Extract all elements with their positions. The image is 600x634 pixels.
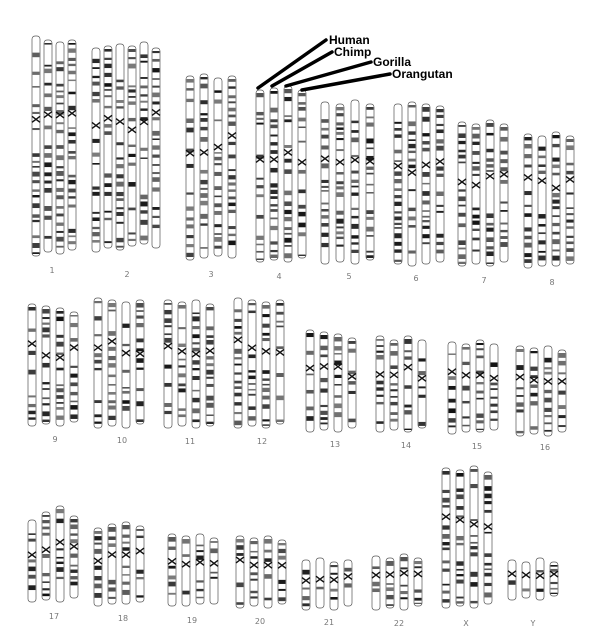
chromosome-label-18: 18 <box>117 614 129 623</box>
chromosome-9-chimp <box>42 306 50 424</box>
chromosome-9-gorilla <box>56 308 64 426</box>
chromosome-9-human <box>28 304 36 426</box>
chromosome-16-human <box>516 346 524 436</box>
chromosome-4-gorilla <box>284 86 292 262</box>
chromosome-22-gorilla <box>400 554 408 610</box>
chromosome-20-orangutan <box>278 540 286 604</box>
chromosome-5-chimp <box>336 104 344 262</box>
chromosome-6-human <box>394 104 402 264</box>
chromosome-21-human <box>302 560 310 610</box>
chromosome-10-orangutan <box>136 300 144 424</box>
chromosome-3-chimp <box>200 74 208 258</box>
chromosome-15-gorilla <box>476 340 484 432</box>
chromosome-13-orangutan <box>348 338 356 428</box>
chromosome-x-human <box>442 468 450 608</box>
chromosome-14-human <box>376 336 384 432</box>
chromosome-2-gorilla <box>116 44 124 250</box>
chromosome-label-17: 17 <box>48 612 60 621</box>
chromosome-8-gorilla <box>552 132 560 266</box>
chromosome-label-3: 3 <box>208 270 214 279</box>
chromosome-label-12: 12 <box>256 437 268 446</box>
chromosome-y-gorilla <box>536 558 544 600</box>
chromosome-label-1: 1 <box>49 266 55 275</box>
chromosome-2-human <box>92 48 100 252</box>
chromosome-label-19: 19 <box>186 616 198 625</box>
chromosome-1-orangutan <box>68 40 76 250</box>
chromosome-10-gorilla <box>122 302 130 428</box>
chromosome-12-chimp <box>248 300 256 426</box>
chromosome-label-14: 14 <box>400 441 412 450</box>
chromosome-12-gorilla <box>262 302 270 428</box>
chromosome-20-gorilla <box>264 536 272 608</box>
chromosome-17-orangutan <box>70 516 78 598</box>
chromosome-label-y: Y <box>530 619 536 628</box>
chromosome-19-chimp <box>182 536 190 606</box>
chromosome-label-21: 21 <box>323 618 335 627</box>
chromosome-4-chimp <box>270 88 278 260</box>
chromosome-22-orangutan <box>414 558 422 606</box>
chromosome-label-16: 16 <box>539 443 551 452</box>
chromosome-16-gorilla <box>544 346 552 436</box>
chromosome-3-orangutan <box>228 76 236 258</box>
chromosome-8-orangutan <box>566 136 574 264</box>
chromosome-10-human <box>94 298 102 428</box>
chromosome-label-2: 2 <box>124 270 130 279</box>
chromosome-6-chimp <box>408 102 416 266</box>
chromosome-x-gorilla <box>470 466 478 608</box>
chromosome-5-orangutan <box>366 104 374 260</box>
chromosome-label-13: 13 <box>329 440 341 449</box>
chromosome-label-9: 9 <box>52 435 58 444</box>
chromosome-6-orangutan <box>436 106 444 262</box>
chromosome-1-chimp <box>44 40 52 252</box>
chromosome-3-gorilla <box>214 78 222 256</box>
chromosome-1-gorilla <box>56 42 64 254</box>
chromosome-y-chimp <box>522 562 530 598</box>
chromosome-22-human <box>372 556 380 610</box>
chromosome-21-orangutan <box>344 560 352 606</box>
chromosome-19-gorilla <box>196 534 204 604</box>
chromosome-13-human <box>306 330 314 432</box>
chromosome-x-chimp <box>456 470 464 606</box>
species-label-chimp: Chimp <box>334 45 372 59</box>
chromosome-21-chimp <box>316 558 324 608</box>
chromosome-7-human <box>458 122 466 266</box>
chromosome-label-x: X <box>463 619 469 628</box>
chromosome-10-chimp <box>108 300 116 426</box>
chromosome-label-5: 5 <box>346 272 352 281</box>
chromosome-6-gorilla <box>422 104 430 264</box>
chromosome-4-orangutan <box>298 90 306 258</box>
chromosome-11-chimp <box>178 302 186 426</box>
chromosome-15-chimp <box>462 344 470 432</box>
chromosome-11-gorilla <box>192 300 200 428</box>
chromosome-19-orangutan <box>210 538 218 604</box>
chromosome-12-human <box>234 298 242 428</box>
chromosome-21-gorilla <box>330 562 338 610</box>
chromosome-1-human <box>32 36 40 256</box>
chromosome-8-chimp <box>538 136 546 266</box>
chromosome-2-undefined <box>140 42 148 244</box>
chromosome-9-orangutan <box>70 312 78 422</box>
chromosome-7-chimp <box>472 124 480 264</box>
chromosome-x-orangutan <box>484 472 492 604</box>
chromosome-13-gorilla <box>334 334 342 432</box>
chromosome-5-human <box>321 102 329 264</box>
species-label-human: Human <box>329 33 370 47</box>
chromosome-5-gorilla <box>351 100 359 264</box>
chromosome-20-chimp <box>250 538 258 606</box>
species-label-orangutan: Orangutan <box>392 67 453 81</box>
chromosome-18-chimp <box>108 524 116 604</box>
chromosome-label-7: 7 <box>481 276 487 285</box>
chromosome-14-chimp <box>390 340 398 430</box>
chromosome-7-gorilla <box>486 120 494 266</box>
chromosome-label-15: 15 <box>471 442 483 451</box>
pointer-line-gorilla <box>286 62 371 86</box>
chromosome-12-orangutan <box>276 300 284 424</box>
chromosome-2-orangutan <box>128 46 136 246</box>
chromosome-y-orangutan <box>550 562 558 596</box>
chromosome-15-orangutan <box>490 344 498 430</box>
chromosome-2-chimp <box>104 46 112 248</box>
chromosome-label-10: 10 <box>116 436 128 445</box>
chromosome-14-orangutan <box>418 340 426 428</box>
chromosome-label-4: 4 <box>276 272 282 281</box>
pointer-line-human <box>258 40 326 88</box>
species-label-gorilla: Gorilla <box>373 55 412 69</box>
chromosome-label-22: 22 <box>393 619 405 628</box>
chromosome-20-human <box>236 536 244 608</box>
chromosome-22-chimp <box>386 558 394 608</box>
chromosome-17-human <box>28 520 36 602</box>
chromosome-18-gorilla <box>122 522 130 604</box>
chromosome-15-human <box>448 342 456 434</box>
chromosome-y-human <box>508 560 516 600</box>
chromosome-8-human <box>524 134 532 268</box>
chromosome-16-orangutan <box>558 350 566 432</box>
chromosome-11-human <box>164 300 172 428</box>
chromosome-7-orangutan <box>500 124 508 262</box>
chromosome-11-orangutan <box>206 304 214 426</box>
chromosome-label-11: 11 <box>184 437 196 446</box>
chromosome-18-orangutan <box>136 526 144 602</box>
chromosome-14-gorilla <box>404 336 412 432</box>
chromosome-label-20: 20 <box>254 617 266 626</box>
chromosome-13-chimp <box>320 332 328 430</box>
chromosome-19-human <box>168 534 176 606</box>
chromosome-label-8: 8 <box>549 278 555 287</box>
chromosome-18-human <box>94 528 102 606</box>
chromosome-17-gorilla <box>56 506 64 602</box>
chromosome-17-chimp <box>42 512 50 600</box>
chromosome-label-6: 6 <box>413 274 419 283</box>
chromosome-4-human <box>256 90 264 262</box>
chromosome-16-chimp <box>530 348 538 434</box>
chromosome-3-human <box>186 76 194 260</box>
chromosome-2-undefined <box>152 48 160 248</box>
